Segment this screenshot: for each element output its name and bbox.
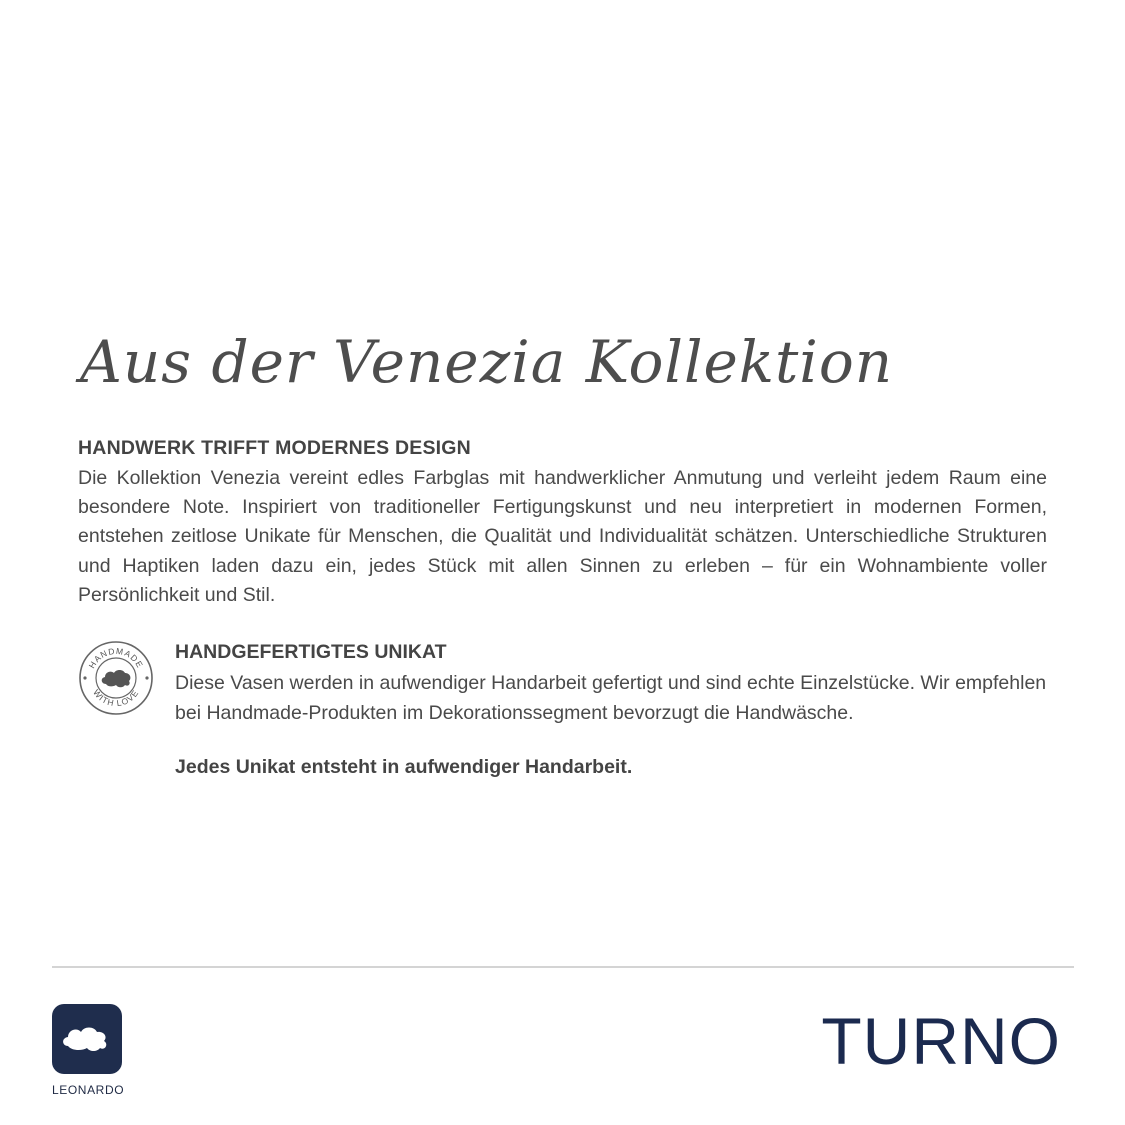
collection-title-text: Aus der Venezia Kollektion — [80, 328, 894, 396]
footer-divider — [52, 966, 1074, 968]
unikat-text: Diese Vasen werden in aufwendiger Handarbeit gefertigt und sind echte Einzelstücke. Wir empfehlen bei Handmade-Produkten im Dekorationssegment bevorzugt die Handwäsche. — [175, 672, 1047, 724]
cloud-icon — [102, 670, 131, 687]
unikat-note: Jedes Unikat entsteht in aufwendiger Handarbeit. — [175, 756, 633, 778]
product-name: TURNO — [821, 1004, 1061, 1078]
leonardo-logo — [52, 1004, 122, 1074]
collection-title — [76, 320, 894, 415]
brand-name: LEONARDO — [52, 1083, 125, 1097]
handmade-badge — [78, 640, 154, 716]
unikat-heading: HANDGEFERTIGTES UNIKAT — [175, 641, 447, 663]
intro-text: Die Kollektion Venezia vereint edles Farbglas mit handwerklicher Anmutung und verleiht jedem Raum eine besondere Note. Inspiriert von traditioneller Fertigungskunst und neu interpretiert in modernen Formen, entstehen zeitlose Unikate für Menschen, die Qualität und Individualität schätzen. Unterschiedliche Strukturen und Haptiken laden dazu ein, jedes Stück mit allen Sinnen zu erleben – für ein Wohnambiente voller Persönlichkeit und Stil. — [78, 467, 1047, 606]
collection-title-svg — [76, 320, 894, 415]
badge-bottom-text: WITH LOVE — [91, 687, 141, 709]
badge-top-text: HANDMADE — [86, 645, 146, 670]
intro-heading: HANDWERK TRIFFT MODERNES DESIGN — [78, 437, 471, 459]
